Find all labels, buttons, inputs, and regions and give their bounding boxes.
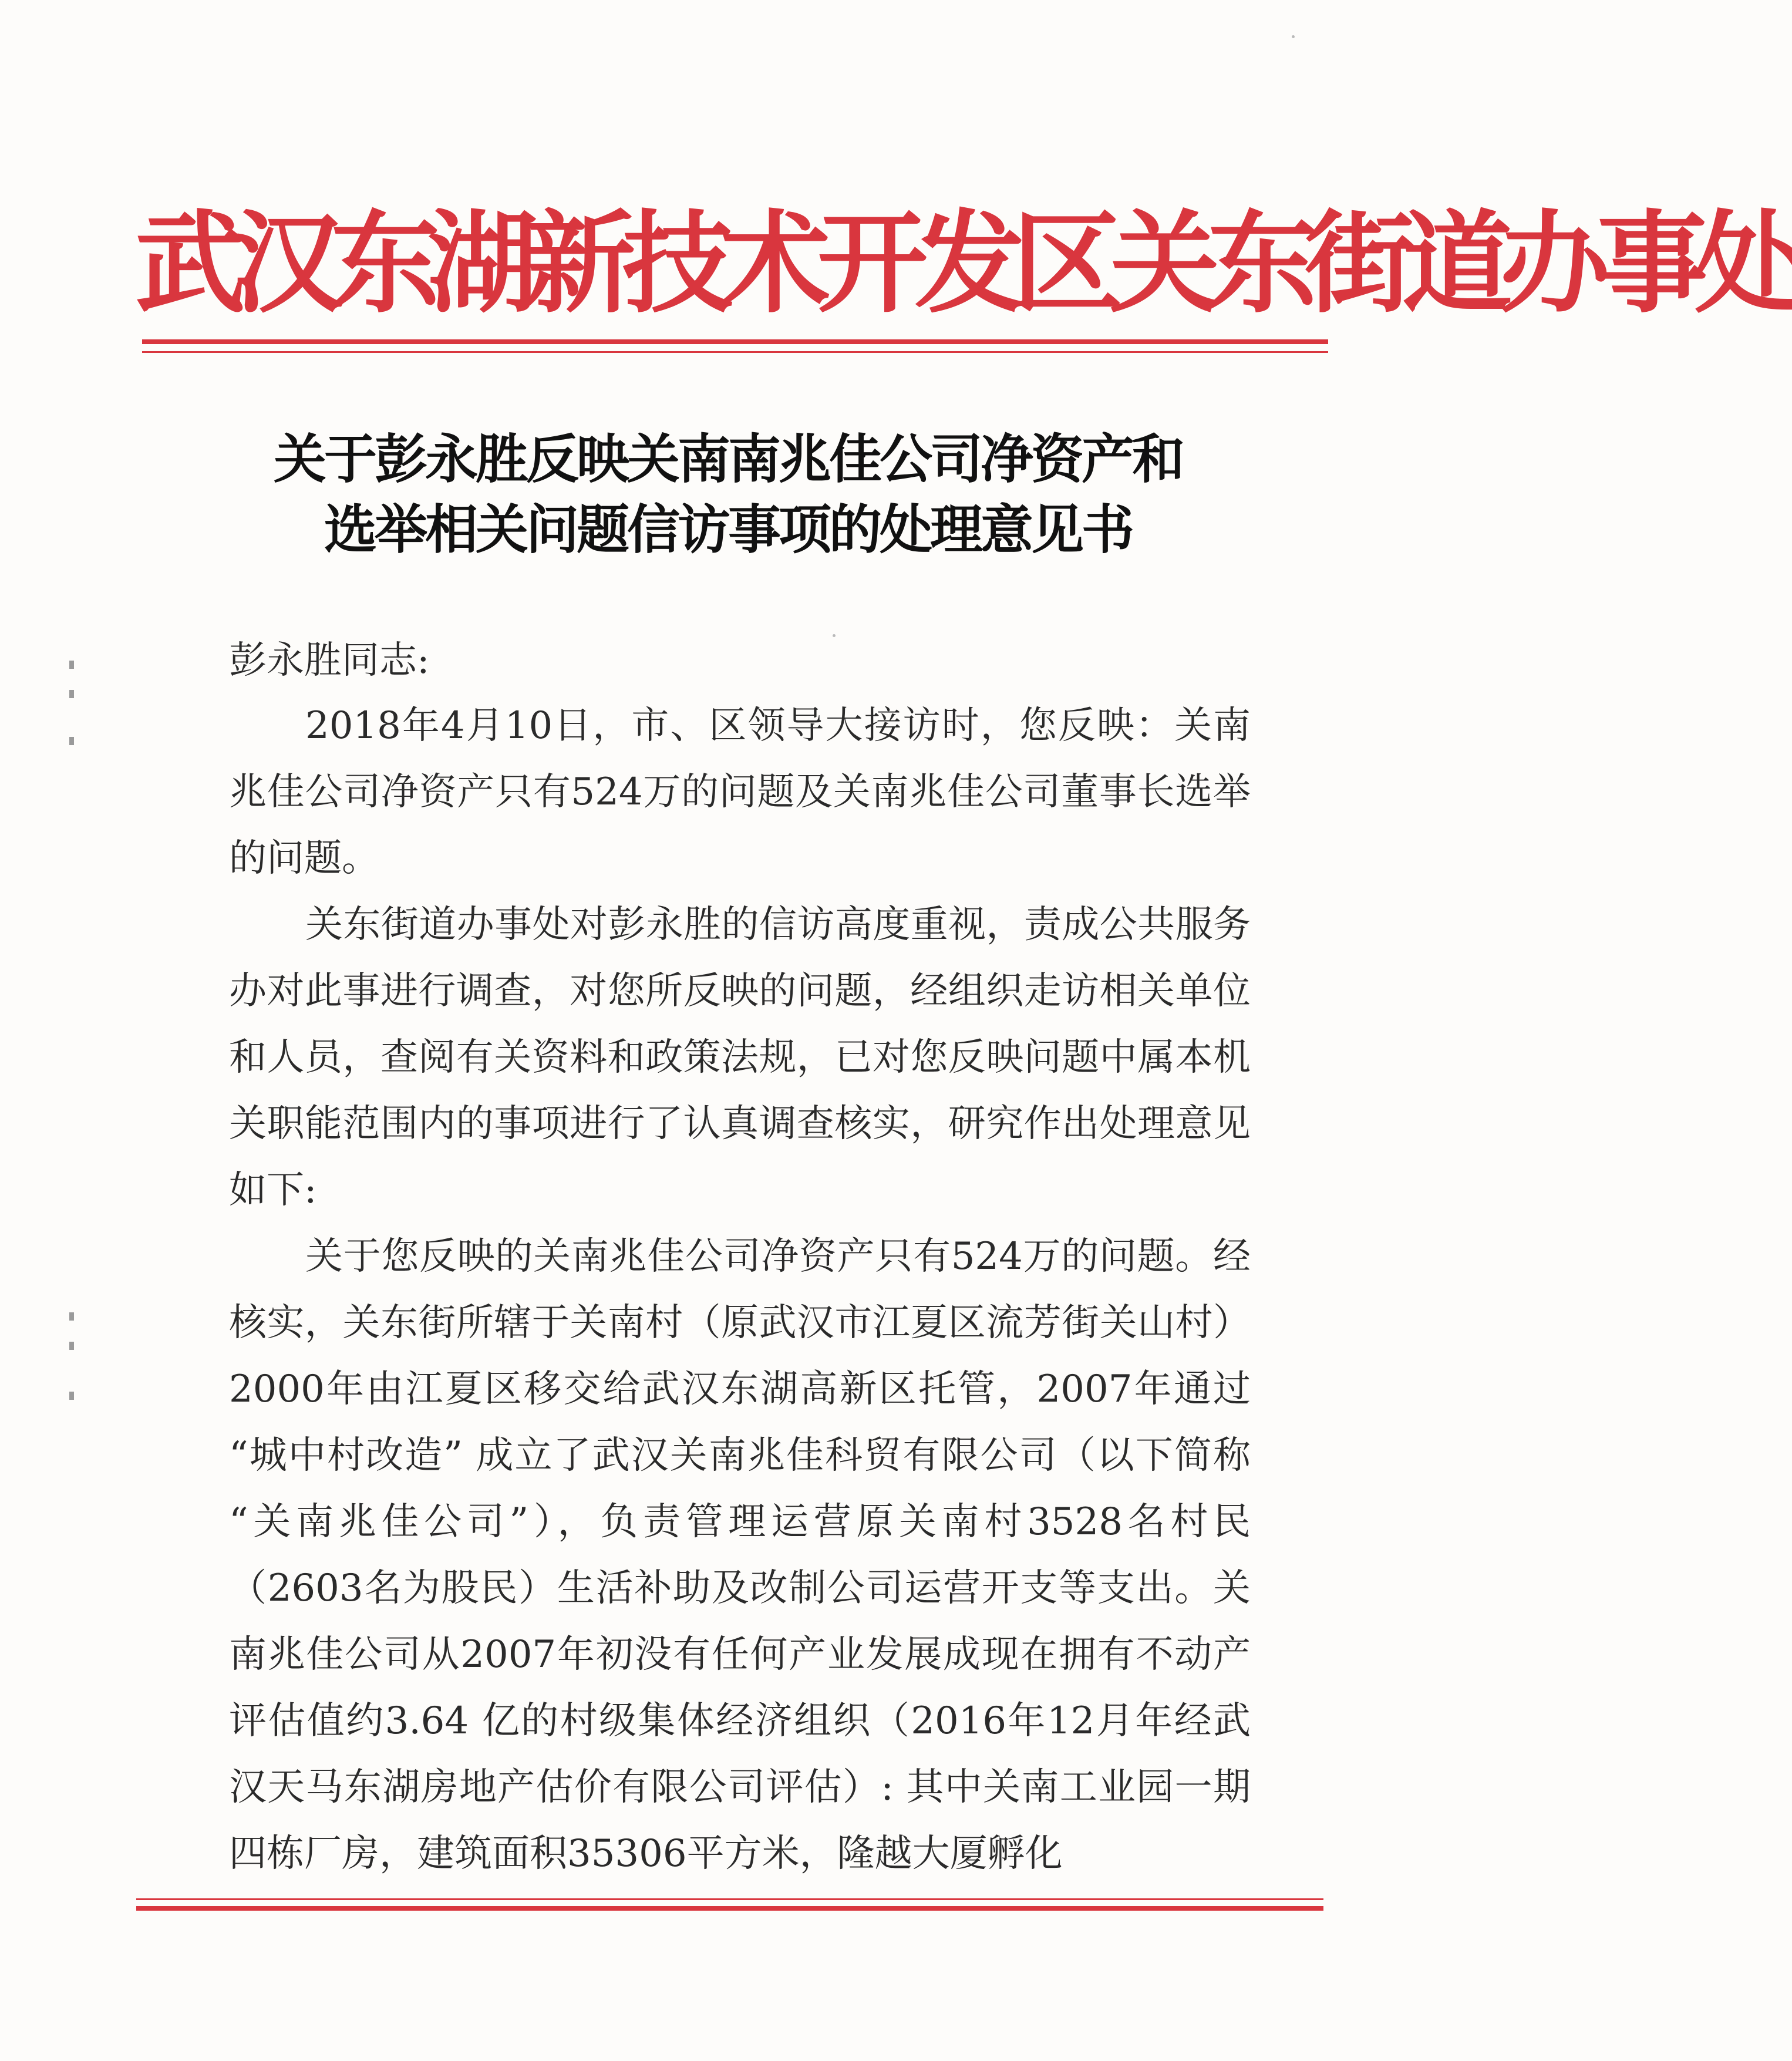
binding-mark <box>69 737 74 745</box>
masthead-rule-thick <box>142 339 1328 344</box>
document-body <box>229 693 1251 1887</box>
footer-rule-thick <box>136 1906 1323 1911</box>
binding-mark <box>69 1392 74 1400</box>
scan-speck <box>1292 35 1295 38</box>
issuer-masthead: 武汉东湖新技术开发区关东街道办事处 <box>135 200 1792 328</box>
document-title-line-1: 关于彭永胜反映关南南兆佳公司净资产和 <box>274 429 1183 490</box>
paragraph-findings: 关于您反映的关南兆佳公司净资产只有524万的问题。经核实，关东街所辖于关南村（原武汉市江夏区流芳街关山村）2000年由江夏区移交给武汉东湖高新区托管，2007年通过 “城中村改造” 成立了武汉关南兆佳科贸有限公司（以下简称 “关南兆佳公司”），负责管理运营原关南村3528名村民（2603名为股民）生活补助及改制公司运营开支等支出。关南兆佳公司从2007年初没有任何产业发展成现在拥有不动产评估值约3.64 亿的村级集体经济组织（2016年12月年经武汉天马东湖房地产估价有限公司评估）: 其中关南工业园一期四栋厂房，建筑面积35306平方米，隆越大厦孵化 <box>229 1235 1251 1875</box>
footer-rule-thin <box>136 1898 1323 1900</box>
paragraph-petition-summary: 2018年4月10日，市、区领导大接访时，您反映：关南兆佳公司净资产只有524万的问题及关南兆佳公司董事长选举的问题。 <box>229 704 1251 880</box>
paragraph-investigation: 关东街道办事处对彭永胜的信访高度重视，责成公共服务办对此事进行调查，对您所反映的问题，经组织走访相关单位和人员，查阅有关资料和政策法规，已对您反映问题中属本机关职能范围内的事项进行了认真调查核实，研究作出处理意见如下: <box>229 903 1251 1212</box>
salutation: 彭永胜同志: <box>229 639 430 682</box>
binding-mark <box>69 1312 74 1321</box>
masthead-rule-thin <box>142 351 1328 353</box>
binding-mark <box>69 690 74 698</box>
document-title-line-2: 选举相关问题信访事项的处理意见书 <box>324 499 1132 561</box>
binding-mark <box>69 661 74 669</box>
binding-mark <box>69 1342 74 1350</box>
scan-speck <box>833 634 836 637</box>
